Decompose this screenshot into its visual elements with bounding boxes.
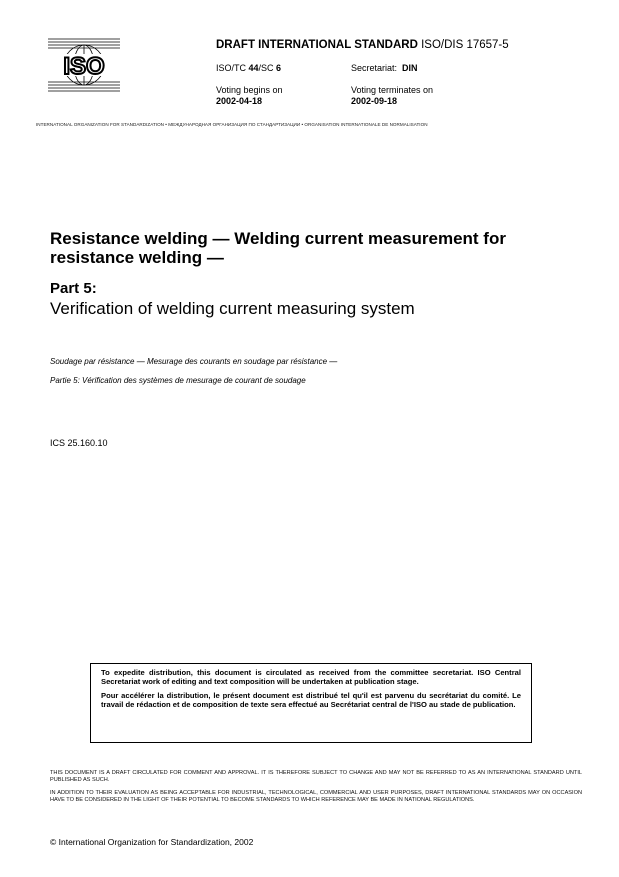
notice-french: Pour accélérer la distribution, le présent document est distribué tel qu'il est parvenu du secrétariat du comité. Le travail de rédaction et de composition de texte sera effectué au Secrétariat central de l'ISO au stade de publication. <box>101 690 521 709</box>
part-label: Part 5: <box>50 280 97 297</box>
document-type: DRAFT INTERNATIONAL STANDARD <box>216 39 418 51</box>
iso-logo-text: ISO <box>63 53 105 80</box>
main-title: Resistance welding — Welding current measurement for resistance welding — <box>50 229 506 267</box>
draft-disclaimer: THIS DOCUMENT IS A DRAFT CIRCULATED FOR COMMENT AND APPROVAL. IT IS THEREFORE SUBJECT TO CHANGE AND MAY NOT BE REFERRED TO AS AN INTERNATIONAL STANDARD UNTIL PUBLISHED AS SUCH. <box>50 770 582 783</box>
french-title-line-1: Soudage par résistance — Mesurage des courants en soudage par résistance — <box>50 357 338 366</box>
notice-english: To expedite distribution, this document is circulated as received from the committee secretariat. ISO Central Secretariat work of editing and text composition will be undertaken at publication stage. <box>101 668 521 687</box>
document-number: ISO/DIS 17657-5 <box>421 39 509 51</box>
iso-globe-icon <box>48 37 120 93</box>
committee-reference: ISO/TC 44/SC 6 <box>216 63 282 73</box>
evaluation-disclaimer: IN ADDITION TO THEIR EVALUATION AS BEING ACCEPTABLE FOR INDUSTRIAL, TECHNOLOGICAL, COMMERCIAL AND USER PURPOSES, DRAFT INTERNATIONAL STANDARDS MAY ON OCCASION HAVE TO BE CONSIDERED IN THE LIGHT OF THEIR POTENTIAL TO BECOME STANDARDS TO WHICH REFERENCE MAY BE MADE IN NATIONAL REGULATIONS. <box>50 790 582 803</box>
ics-code: ICS 25.160.10 <box>50 438 108 448</box>
french-title-line-2: Partie 5: Vérification des systèmes de mesurage de courant de soudage <box>50 376 306 385</box>
voting-terminates: Voting terminates on 2002-09-18 <box>351 85 434 106</box>
organization-names: INTERNATIONAL ORGANIZATION FOR STANDARDIZATION • МЕЖДУНАРОДНАЯ ОРГАНИЗАЦИЯ ПО СТАНДАРТИЗАЦИИ • ORGANISATION INTERNATIONALE DE NORMALISATION <box>36 122 428 127</box>
iso-logo <box>48 37 120 93</box>
part-title: Verification of welding current measuring system <box>50 299 415 318</box>
secretariat: Secretariat: DIN <box>351 63 418 73</box>
copyright: © International Organization for Standardization, 2002 <box>50 837 254 847</box>
distribution-notice-box <box>90 663 532 743</box>
document-type-line <box>216 39 509 51</box>
voting-begins: Voting begins on 2002-04-18 <box>216 85 283 106</box>
